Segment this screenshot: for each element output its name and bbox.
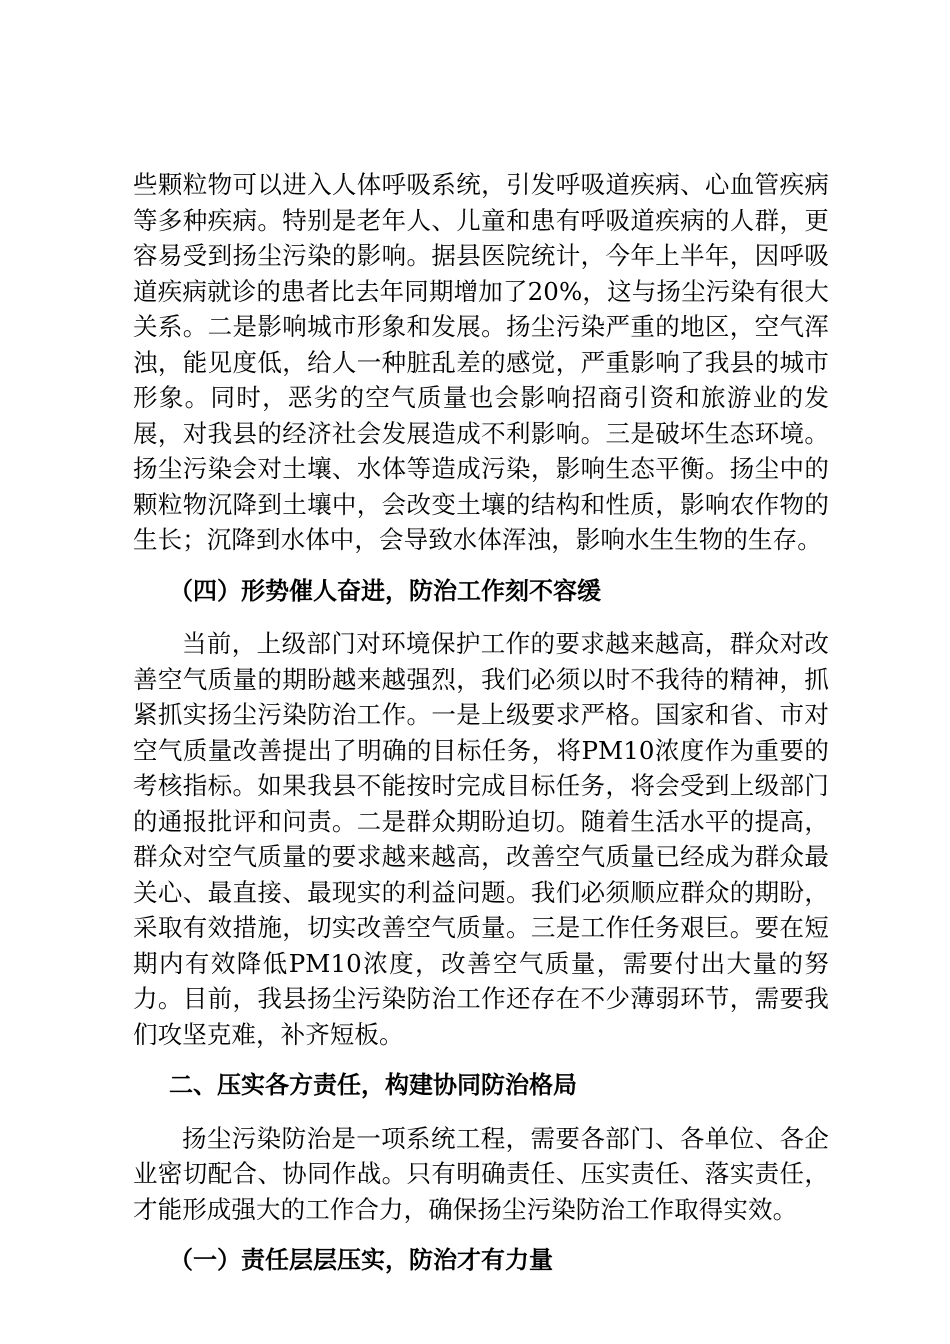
spacer <box>133 609 829 626</box>
chapter-heading-2: 二、压实各方责任，构建协同防治格局 <box>169 1071 577 1099</box>
paragraph-urgency: 当前，上级部门对环境保护工作的要求越来越高，群众对改善空气质量的期盼越来越强烈，我们必须以时不我待的精神，抓紧抓实扬尘污染防治工作。一是上级要求严格。国家和省、市对空气质量改善提出了明确的目标任务，将PM10浓度作为重要的考核指标。如果我县不能按时完成目标任务，将会受到上级部门的通报批评和问责。二是群众期盼迫切。随着生活水平的提高，群众对空气质量的要求越来越高，改善空气质量已经成为群众最关心、最直接、最现实的利益问题。我们必须顺应群众的期盼，采取有效措施，切实改善空气质量。三是工作任务艰巨。要在短期内有效降低PM10浓度，改善空气质量，需要付出大量的努力。目前，我县扬尘污染防治工作还存在不少薄弱环节，需要我们攻坚克难，补齐短板。 <box>133 629 829 1049</box>
spacer <box>133 558 829 574</box>
spacer <box>133 1052 829 1068</box>
document-body <box>133 167 829 1279</box>
section-heading-1: （一）责任层层压实，防治才有力量 <box>169 1246 553 1274</box>
paragraph-health-impact: 些颗粒物可以进入人体呼吸系统，引发呼吸道疾病、心血管疾病等多种疾病。特别是老年人、儿童和患有呼吸道疾病的人群，更容易受到扬尘污染的影响。据县医院统计，今年上半年，因呼吸道疾病就诊的患者比去年同期增加了20%，这与扬尘污染有很大关系。二是影响城市形象和发展。扬尘污染严重的地区，空气浑浊，能见度低，给人一种脏乱差的感觉，严重影响了我县的城市形象。同时，恶劣的空气质量也会影响招商引资和旅游业的发展，对我县的经济社会发展造成不利影响。三是破坏生态环境。扬尘污染会对土壤、水体等造成污染，影响生态平衡。扬尘中的颗粒物沉降到土壤中，会改变土壤的结构和性质，影响农作物的生长；沉降到水体中，会导致水体浑浊，影响水生生物的生存。 <box>133 170 829 554</box>
section-heading-4: （四）形势催人奋进，防治工作刻不容缓 <box>169 576 601 605</box>
paragraph-responsibility: 扬尘污染防治是一项系统工程，需要各部门、各单位、各企业密切配合、协同作战。只有明确责任、压实责任、落实责任，才能形成强大的工作合力，确保扬尘污染防治工作取得实效。 <box>133 1123 829 1224</box>
spacer <box>133 1227 829 1243</box>
spacer <box>133 1104 829 1121</box>
